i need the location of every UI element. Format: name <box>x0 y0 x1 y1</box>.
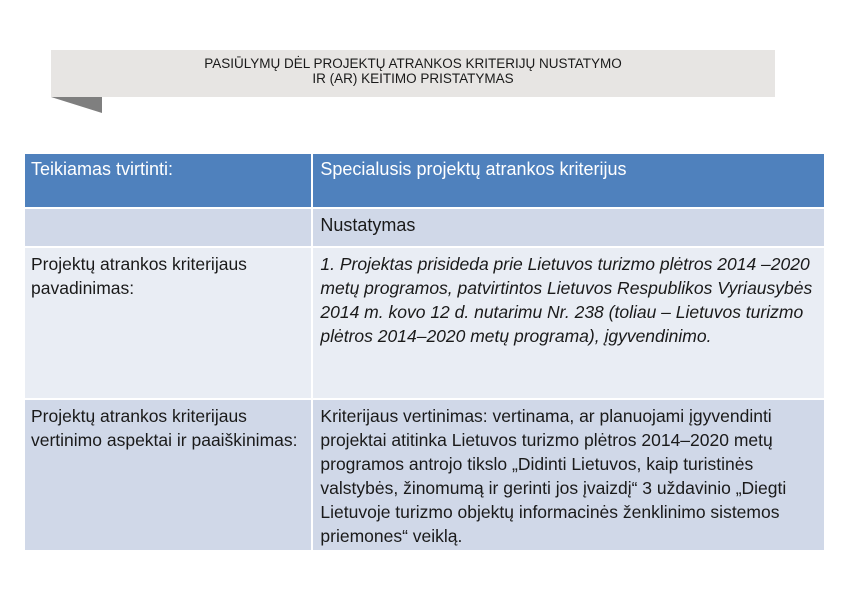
criterion-name-label: Projektų atrankos kriterijaus pavadinimas: <box>24 247 312 399</box>
table-header-row <box>24 153 825 208</box>
table-row <box>24 399 825 551</box>
title-line-1: PASIŪLYMŲ DĖL PROJEKTŲ ATRANKOS KRITERIJŲ NUSTATYMO <box>204 56 622 71</box>
header-left-cell: Teikiamas tvirtinti: <box>24 153 312 208</box>
table-subheader-row <box>24 208 825 247</box>
criterion-name-value: 1. Projektas prisideda prie Lietuvos turizmo plėtros 2014 –2020 metų programos, patvirtintos Lietuvos Respublikos Vyriausybės 2014 m. kovo 12 d. nutarimu Nr. 238 (toliau – Lietuvos turizmo plėtros 2014–2020 metų programa), įgyvendinimo. <box>312 247 825 399</box>
criterion-aspects-value: Kriterijaus vertinimas: vertinama, ar planuojami įgyvendinti projektai atitinka Lietuvos turizmo plėtros 2014–2020 metų programos antrojo tikslo „Didinti Lietuvos, kaip turistinės valstybės, žinomumą ir gerinti jos įvaizdį“ 3 uždavinio „Diegti Lietuvoje turizmo objektų informacinės ženklinimo sistemos priemones“ veiklą. <box>312 399 825 551</box>
criteria-table <box>23 152 826 552</box>
subheader-right-cell: Nustatymas <box>312 208 825 247</box>
header-right-cell: Specialusis projektų atrankos kriterijus <box>312 153 825 208</box>
table-row <box>24 247 825 399</box>
criterion-aspects-label: Projektų atrankos kriterijaus vertinimo aspektai ir paaiškinimas: <box>24 399 312 551</box>
title-line-2: IR (AR) KEITIMO PRISTATYMAS <box>312 71 514 86</box>
title-banner <box>51 50 775 97</box>
banner-corner-decoration <box>51 97 102 113</box>
subheader-left-cell <box>24 208 312 247</box>
